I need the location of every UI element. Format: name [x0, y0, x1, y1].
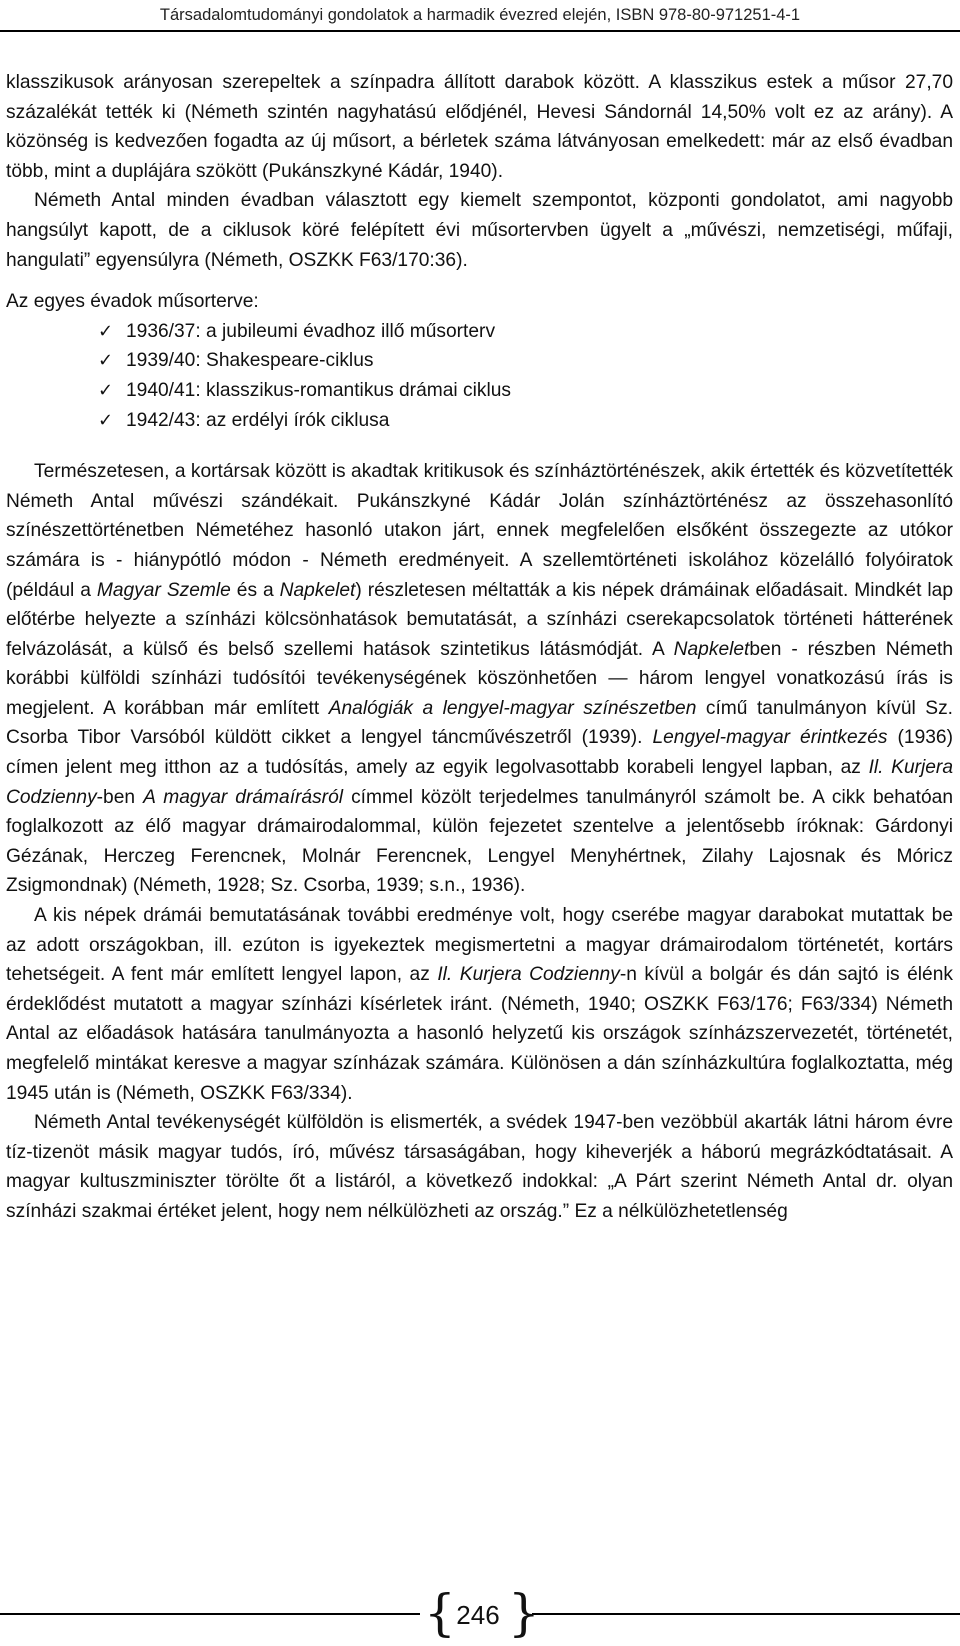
paragraph-5	[6, 1108, 953, 1226]
text-run: címmel közölt terjedelmes tanulmányról számolt be. A cikk behatóan foglalkozott az élő magyar drámairodalommal, külön fejezetet szentelve a jelentősebb íróknak: Gárdonyi Gézának, Herczeg Ferencnek, Molnár Ferencnek, Lengyel Menyhértnek, Zilahy Lajosnak és Móricz Zsigmondnak) (Németh, 1928; Sz. Csorba, 1939; s.n., 1936).	[6, 786, 953, 897]
season-list	[6, 317, 953, 435]
paragraph-1	[6, 68, 953, 186]
text-run: ) részletesen méltatták a kis népek drámáinak előadásait. Mindkét lap előtérbe helyezte a színházi kölcsönhatások bemutatását, a színházi cserekapcsolatok történeti hátterének felvázolását, a külső és belső szellemi hatások szintetikus látásmódját. A	[6, 579, 954, 660]
brace-right: }	[508, 1584, 540, 1642]
checkmark-icon: ✓	[98, 409, 114, 431]
list-intro: Az egyes évadok műsorterve:	[6, 291, 259, 313]
text-run: című tanulmányon kívül Sz. Csorba Tibor Varsóból küldött cikket a lengyel táncművészetről (1939).	[6, 697, 953, 749]
italic-title: Lengyel-magyar érintkezés	[652, 727, 888, 749]
body-text	[6, 68, 953, 1227]
text-run: (1936) címen jelent meg itthon az a tudósítás, amely az egyik legolvasottabb korabeli lengyel lapban, az	[6, 727, 953, 779]
text-run: -ben	[96, 786, 144, 808]
paragraph-2	[6, 186, 953, 275]
italic-title: A magyar drámaírásról	[143, 786, 344, 808]
brace-left: {	[424, 1584, 456, 1642]
text-run: A kis népek drámái bemutatásának további eredménye volt, hogy cserébe magyar darabokat mutattak be az adott országokban, ill. ezúton is igyekeztek megismertetni a magyar drámairodalom történetét, kortárs tehetségeit. A fent már említett lengyel lapon, az	[6, 905, 953, 986]
text-run: Németh Antal tevékenységét külföldön is elismerték, a svédek 1947-ben vezöbbül akarták látni három évre tíz-tizenöt másik magyar tudós, író, művész társaságában, hogy kiheverjék a háború megrázkódtatásait. A magyar kultuszminiszter törölte őt a listáról, a következő indokkal: „A Párt szerint Németh Antal dr. olyan színházi szakmai értéket jelent, hogy nem nélkülözheti az ország.” Ez a nélkülözhetetlenség	[6, 1112, 953, 1222]
footer-rule-left	[0, 1613, 420, 1615]
list-item: ✓ 1936/37: a jubileumi évadhoz illő műsorterv	[98, 317, 953, 347]
checkmark-icon: ✓	[98, 350, 114, 372]
paragraph-3	[6, 457, 953, 901]
list-item: ✓ 1940/41: klasszikus-romantikus drámai ciklus	[98, 376, 953, 406]
checkmark-icon: ✓	[98, 320, 114, 342]
text-run: és a	[230, 579, 280, 601]
running-header: Társadalomtudományi gondolatok a harmadik évezred elején, ISBN 978-80-971251-4-1	[159, 6, 801, 24]
page-footer	[0, 1586, 960, 1646]
italic-title: Analógiák a lengyel-magyar színészetben	[328, 697, 697, 719]
italic-title: Napkelet	[673, 638, 750, 660]
italic-title: Il. Kurjera Codzienny	[437, 964, 620, 986]
header-rule	[0, 30, 960, 32]
italic-title: Magyar Szemle	[96, 579, 231, 601]
italic-title: Napkelet	[279, 579, 356, 601]
list-item: ✓ 1939/40: Shakespeare-ciklus	[98, 346, 953, 376]
text-run: Természetesen, a kortársak között is akadtak kritikusok és színháztörténészek, akik értették és közvetítették Németh Antal művészi szándékait. Pukánszkyné Kádár Jolán színháztörténész az összehasonlító színészettörténetben Németéhez hasonló utakon járt, ennek megfelelően elsőként összegezte az utókor számára is - hiánypótló módon - Németh eredményeit. A szellemtörténeti iskolához közelálló folyóiratok (például a	[6, 461, 953, 601]
footer-rule-right	[532, 1613, 960, 1615]
text-run: klasszikusok arányosan szerepeltek a színpadra állított darabok között. A klasszikus estek a műsor 27,70 százalékát tették ki (Németh szintén nagyhatású elődjénél, Hevesi Sándornál 14,50% volt ez az arány). A közönség is kedvezően fogadta az új műsort, a bérletek száma látványosan emelkedett: már az első évadban több, mint a duplájára szökött (Pukánszkyné Kádár, 1940).	[6, 72, 953, 182]
italic-title: Il. Kurjera Codzienny	[6, 757, 953, 808]
text-run: -n kívül a bolgár és dán sajtó is élénk érdeklődést mutatott a magyar színházi kísérletek iránt. (Németh, 1940; OSZKK F63/176; F63/334) Németh Antal az előadások hatására tanulmányozta a hasonló helyzetű kis országok színházszervezetét, történetét, megfelelő mintákat keresve a magyar színházak számára. Különösen a dán színházkultúra foglalkoztatta, még 1945 után is (Németh, OSZKK F63/334).	[6, 964, 953, 1104]
checkmark-icon: ✓	[98, 379, 114, 401]
page-number: 246	[456, 1600, 500, 1630]
text-run: Németh Antal minden évadban választott egy kiemelt szempontot, központi gondolatot, ami nagyobb hangsúlyt kapott, de a ciklusok köré felépített évi műsortervben ügyelt a „művészi, nemzetiségi, műfaji, hangulati” egyensúlyra (Németh, OSZKK F63/170:36).	[6, 190, 953, 271]
list-item: ✓ 1942/43: az erdélyi írók ciklusa	[98, 406, 953, 436]
paragraph-4	[6, 901, 953, 1108]
text-run: ben - részben Németh korábbi külföldi színházi tudósítói tevékenységének köszönhetően — három lengyel vonatkozású írás is megjelent. A korábban már említett	[6, 638, 953, 719]
